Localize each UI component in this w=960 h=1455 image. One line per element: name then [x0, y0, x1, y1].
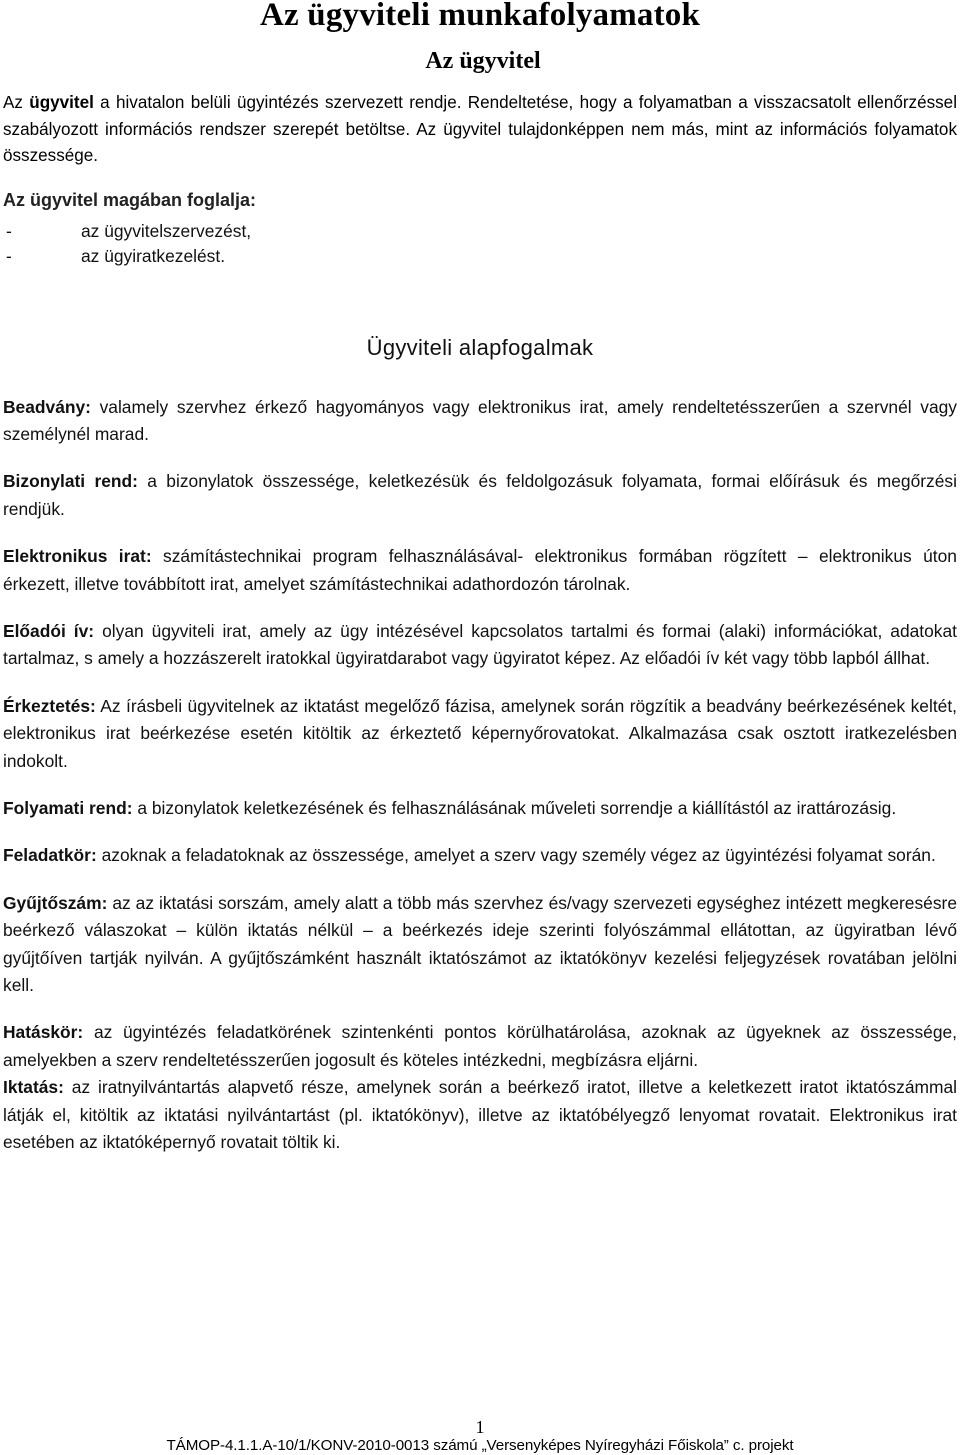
definition-term: Folyamati rend: — [3, 797, 133, 818]
definition-item — [3, 618, 957, 673]
definition-item — [3, 890, 957, 1000]
definition-term: Gyűjtőszám: — [3, 892, 108, 913]
definition-text: az iratnyilvántartás alapvető része, amelynek során a beérkező iratot, illetve a keletkezett iratot iktatószámmal látják el, kitöltik az iktatási nyilvántartást (pl. iktatókönyv), illetve az iktatóbélyegző lenyomat rovatait. Elektronikus irat esetében az iktatóképernyő rovatait töltik ki. — [3, 1077, 957, 1153]
definition-term: Feladatkör: — [3, 845, 97, 866]
definition-text: a bizonylatok összessége, keletkezésük és feldolgozásuk folyamata, formai előírásuk és megőrzési rendjük. — [3, 471, 957, 519]
page-number: 1 — [475, 1417, 485, 1437]
list-item-text: az ügyvitelszervezést, — [81, 220, 252, 241]
contains-heading: Az ügyvitel magában foglalja: — [3, 189, 257, 210]
section-title: Ügyviteli alapfogalmak — [366, 334, 594, 360]
contains-list — [3, 219, 957, 270]
definition-term: Érkeztetés: — [3, 695, 96, 716]
intro-term: ügyvitel — [29, 93, 94, 112]
definition-item — [3, 543, 957, 598]
dash-marker: - — [6, 220, 12, 241]
definition-text: az ügyintézés feladatkörének szintenkénti pontos körülhatárolása, azoknak az ügyeknek az összessége, amelyekben a szerv rendeltetésszerűen jogosult és köteles intézkedni, megbízásra eljárni. — [3, 1022, 957, 1070]
definition-term: Elektronikus irat: — [3, 546, 152, 567]
definition-term: Iktatás: — [3, 1077, 64, 1098]
list-item-text: az ügyiratkezelést. — [81, 246, 226, 266]
definition-term: Hatáskör: — [3, 1022, 84, 1043]
intro-paragraph — [3, 90, 957, 170]
definition-item — [3, 394, 957, 449]
footer-project-text: TÁMOP-4.1.1.A-10/1/KONV-2010-0013 számú „Versenyképes Nyíregyházi Főiskola” c. projekt — [166, 1437, 794, 1454]
dash-marker: - — [6, 246, 12, 266]
definition-text: a bizonylatok keletkezésének és felhasználásának műveleti sorrendje a kiállítástól az irattározásig. — [132, 797, 897, 818]
definition-term: Bizonylati rend: — [3, 471, 138, 492]
definition-term: Előadói ív: — [3, 620, 95, 641]
definition-item — [3, 795, 957, 822]
document-title: Az ügyviteli munkafolyamatok — [259, 0, 701, 33]
definition-item — [3, 1019, 957, 1074]
list-item — [3, 244, 957, 270]
definition-text: az az iktatási sorszám, amely alatt a több más szervhez és/vagy szervezeti egységhez intézett megkeresésre beérkező válaszokat – külön iktatás nélkül – a beérkezés ideje szerinti folyószámmal ellátottan, az ügyiratban lévő gyűjtőíven tartják nyilván. A gyűjtőszámként használt iktatószámot az iktatókönyv kezelési feljegyzések rovatában jelölni kell. — [3, 892, 957, 995]
document-subtitle: Az ügyvitel — [425, 48, 541, 74]
intro-body: a hivatalon belüli ügyintézés szervezett rendje. Rendeltetése, hogy a folyamatban a visszacsatolt ellenőrzéssel szabályozott információs rendszer szerepét betöltse. Az ügyvitel tulajdonképpen nem más, mint az információs folyamatok összessége. — [3, 93, 957, 165]
definitions-list — [3, 394, 957, 1157]
definition-item — [3, 842, 957, 869]
definition-term: Beadvány: — [3, 396, 91, 417]
definition-text: valamely szervhez érkező hagyományos vagy elektronikus irat, amely rendeltetésszerűen a szervnél vagy személynél marad. — [3, 396, 957, 444]
definition-text: számítástechnikai program felhasználásával- elektronikus formában rögzített – elektronikus úton érkezett, illetve továbbított irat, amelyet számítástechnikai adathordozón tárolnak. — [3, 546, 957, 594]
definition-item — [3, 693, 957, 775]
definition-item — [3, 1074, 957, 1156]
definition-item — [3, 468, 957, 523]
definition-text: olyan ügyviteli irat, amely az ügy intézésével kapcsolatos tartalmi és formai (alaki) információkat, adatokat tartalmaz, s amely a hozzászerelt iratokkal ügyiratdarabot vagy ügyiratot képez. Az előadói ív két vagy több lapból állhat. — [3, 620, 957, 669]
intro-before-term: Az — [3, 93, 30, 112]
document-page — [3, 0, 957, 1156]
list-item — [3, 219, 957, 245]
definition-text: Az írásbeli ügyvitelnek az iktatást megelőző fázisa, amelynek során rögzítik a beadvány beérkezésének keltét, elektronikus irat beérkezése esetén kitöltik az érkeztető képernyőrovatokat. Alkalmazása csak osztott iratkezelésben indokolt. — [3, 695, 957, 771]
definition-text: azoknak a feladatoknak az összessége, amelyet a szerv vagy személy végez az ügyintézési folyamat során. — [96, 845, 936, 866]
